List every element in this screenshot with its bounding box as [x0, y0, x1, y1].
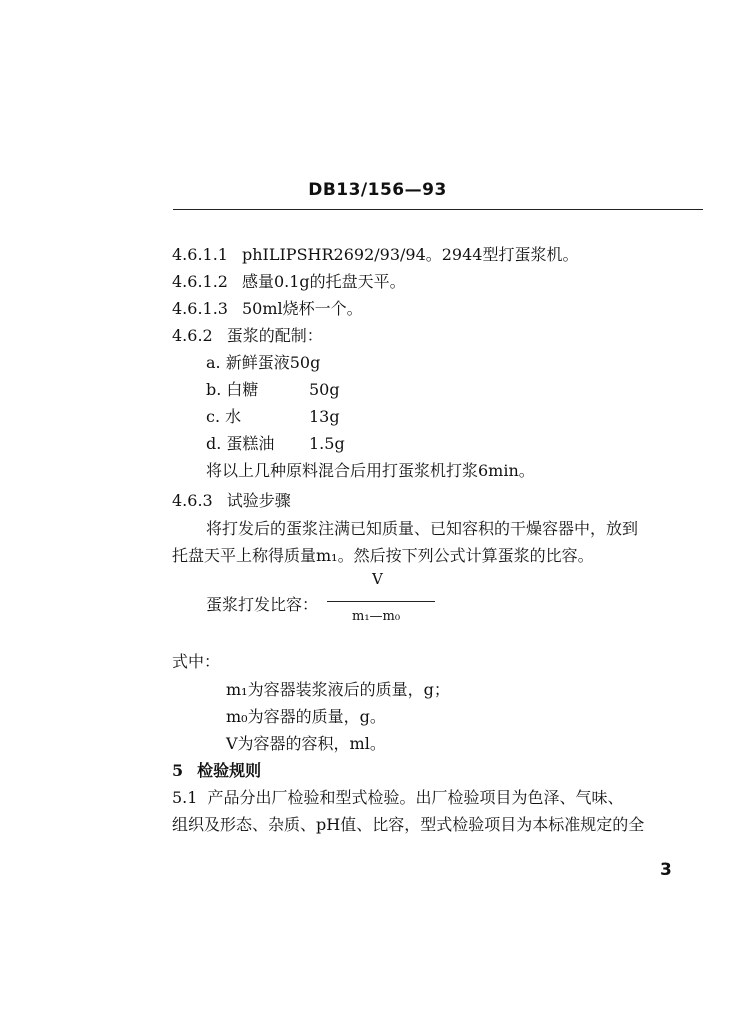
- where-label: 式中：: [172, 652, 221, 671]
- clause-text: 产品分出厂检验和型式检验。出厂检验项目为色泽、气味、: [207, 788, 624, 807]
- clause-4-6-1-1: [172, 245, 578, 265]
- clause-text: 感量0.1g的托盘天平。: [241, 272, 406, 291]
- ingredient-label: d. 蛋糕油: [206, 434, 275, 453]
- clause-text: phILIPSHR2692/93/94。2944型打蛋浆机。: [241, 245, 579, 264]
- definition-m1: m₁为容器装浆液后的质量，g；: [226, 680, 450, 699]
- clause-4-6-2: [172, 326, 323, 346]
- clause-number: 4.6.3: [172, 491, 213, 510]
- ingredient-amount: 1.5g: [309, 434, 345, 453]
- clause-number: 4.6.1.1: [172, 245, 228, 264]
- ingredient-a: [206, 353, 406, 373]
- clause-title: 试验步骤: [226, 491, 291, 510]
- definition-m0: m₀为容器的质量，g。: [226, 707, 386, 726]
- procedure-line-2: 托盘天平上称得质量m₁。然后按下列公式计算蛋浆的比容。: [172, 546, 594, 565]
- clause-4-6-1-3: [172, 299, 363, 319]
- header-rule: [173, 209, 703, 210]
- fraction-bar: [327, 601, 435, 602]
- definition-v: V为容器的容积，ml。: [226, 734, 386, 753]
- section-5-heading: [172, 761, 261, 781]
- procedure-line-1: 将打发后的蛋浆注满已知质量、已知容积的干燥容器中，放到: [206, 519, 639, 538]
- clause-5-1-line-1: [172, 788, 623, 808]
- clause-number: 4.6.1.3: [172, 299, 228, 318]
- ingredient-c: [206, 407, 406, 427]
- section-number: 5: [172, 761, 184, 780]
- clause-number: 4.6.2: [172, 326, 213, 345]
- clause-4-6-3: [172, 491, 291, 511]
- clause-4-6-1-2: [172, 272, 406, 292]
- standard-code-header: DB13/156—93: [308, 180, 447, 200]
- clause-number: 5.1: [172, 788, 198, 807]
- clause-text: 蛋浆的配制：: [226, 326, 323, 345]
- formula-label: 蛋浆打发比容：: [206, 595, 319, 614]
- clause-text: 50ml烧杯一个。: [241, 299, 363, 318]
- formula-denominator: m₁—m₀: [352, 609, 401, 624]
- ingredient-b: [206, 380, 406, 400]
- ingredient-amount: 13g: [309, 407, 340, 426]
- clause-5-1-line-2: 组织及形态、杂质、pH值、比容，型式检验项目为本标准规定的全: [172, 815, 645, 834]
- ingredient-label: a. 新鲜蛋液50g: [206, 353, 321, 372]
- ingredient-label: c. 水: [206, 407, 242, 426]
- formula-numerator: V: [372, 570, 383, 588]
- clause-number: 4.6.1.2: [172, 272, 228, 291]
- mix-note: 将以上几种原料混合后用打蛋浆机打浆6min。: [206, 461, 535, 480]
- section-title: 检验规则: [197, 761, 262, 780]
- ingredient-amount: 50g: [309, 380, 340, 399]
- page-number: 3: [660, 860, 672, 880]
- ingredient-d: [206, 434, 406, 454]
- ingredient-label: b. 白糖: [206, 380, 259, 399]
